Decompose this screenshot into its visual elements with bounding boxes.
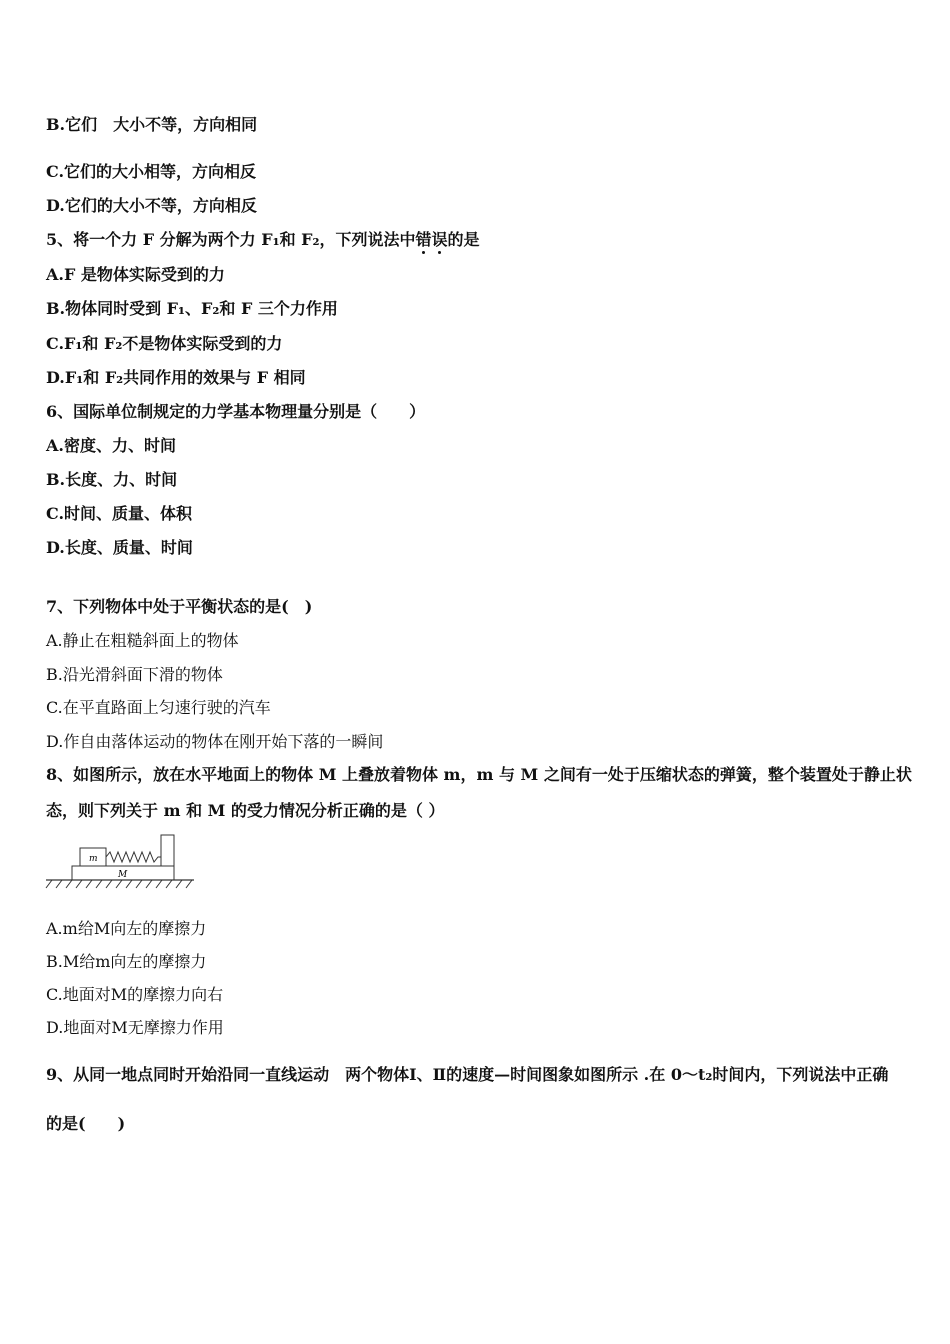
question-7: 7、下列物体中处于平衡状态的是( ) — [46, 597, 313, 616]
ground-hatching — [46, 880, 192, 888]
option-8a: A.m给M向左的摩擦力 — [46, 919, 207, 938]
emphasis-char: 误 — [431, 230, 448, 249]
option-7b: B.沿光滑斜面下滑的物体 — [46, 665, 223, 684]
option-5b: B.物体同时受到 F₁、F₂和 F 三个力作用 — [46, 299, 338, 318]
spring-block-figure — [44, 832, 199, 894]
large-block-label: M — [118, 870, 128, 880]
option-6a: A.密度、力、时间 — [46, 436, 176, 455]
question-5-text: 5、将一个力 F 分解为两个力 F₁和 F₂，下列说法中 — [46, 230, 416, 249]
option-4c: C.它们的大小相等，方向相反 — [46, 162, 257, 181]
question-5 — [46, 230, 480, 250]
emphasis-char: 错 — [415, 230, 432, 249]
option-7d: D.作自由落体运动的物体在刚开始下落的一瞬间 — [46, 732, 384, 751]
small-block-label: m — [89, 854, 98, 864]
question-8-line1: 8、如图所示，放在水平地面上的物体 M 上叠放着物体 m，m 与 M 之间有一处于压缩状态的弹簧，整个装置处于静止状 — [46, 765, 912, 784]
compressed-spring — [106, 852, 161, 862]
question-6: 6、国际单位制规定的力学基本物理量分别是（ ） — [46, 402, 426, 421]
question-9-line1: 9、从同一地点同时开始沿同一直线运动 两个物体Ⅰ、Ⅱ的速度—时间图象如图所示 .在 0～t₂时间内，下列说法中正确 — [46, 1065, 889, 1084]
option-7a: A.静止在粗糙斜面上的物体 — [46, 631, 239, 650]
option-4b: B.它们 大小不等，方向相同 — [46, 115, 258, 134]
option-5a: A.F 是物体实际受到的力 — [46, 265, 225, 284]
option-8d: D.地面对M无摩擦力作用 — [46, 1018, 224, 1037]
question-5-text-end: 的是 — [447, 230, 480, 249]
option-5d: D.F₁和 F₂共同作用的效果与 F 相同 — [46, 368, 306, 387]
question-8-line2: 态，则下列关于 m 和 M 的受力情况分析正确的是（ ） — [46, 801, 445, 820]
option-6b: B.长度、力、时间 — [46, 470, 178, 489]
option-8b: B.M给m向左的摩擦力 — [46, 952, 207, 971]
option-8c: C.地面对M的摩擦力向右 — [46, 985, 224, 1004]
question-9-line2: 的是( ) — [46, 1114, 126, 1133]
option-4d: D.它们的大小不等，方向相反 — [46, 196, 257, 215]
block-wall — [161, 835, 174, 866]
option-6c: C.时间、质量、体积 — [46, 504, 193, 523]
option-6d: D.长度、质量、时间 — [46, 538, 193, 557]
option-7c: C.在平直路面上匀速行驶的汽车 — [46, 698, 271, 717]
option-5c: C.F₁和 F₂不是物体实际受到的力 — [46, 334, 283, 353]
